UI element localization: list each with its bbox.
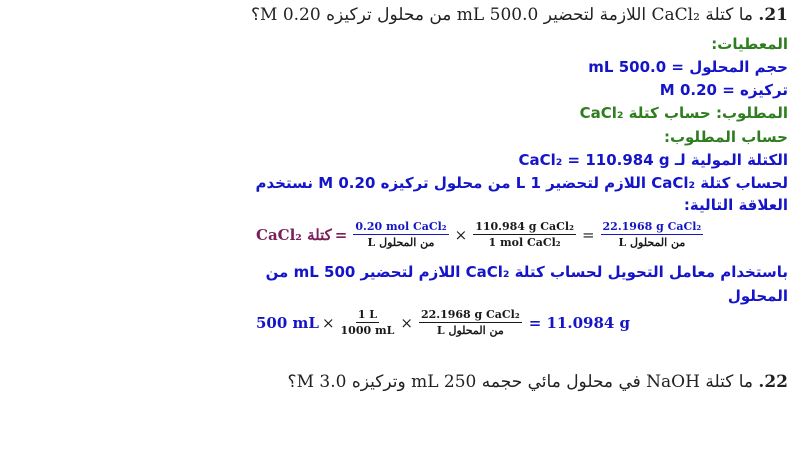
equation-2-fraction-2	[419, 308, 522, 337]
question-21	[251, 5, 788, 25]
explanation-2-line-1: باستخدام معامل التحويل لحساب كتلة CaCl₂ اللازم لتحضير 500 mL من	[265, 263, 788, 281]
fraction-denominator: L من المحلول	[436, 324, 504, 337]
calculation-heading: حساب المطلوب:	[663, 128, 788, 146]
equation-1-fraction-1	[353, 220, 448, 249]
fraction-denominator: L من المحلول	[618, 236, 686, 249]
question-22	[288, 372, 788, 392]
equation-1-equals-2: =	[581, 225, 595, 244]
explanation-1-line-1: لحساب كتلة CaCl₂ اللازم لتحضير 1 L من محلول تركيزه 0.20 M نستخدم	[255, 174, 788, 192]
given-volume: حجم المحلول = 500.0 mL	[588, 58, 788, 76]
question-21-text: ما كتلة CaCl₂ اللازمة لتحضير 500.0 mL من محلول تركيزه 0.20 M؟	[250, 5, 753, 25]
equation-1	[256, 220, 706, 249]
equation-2-times: ×	[321, 313, 335, 332]
explanation-2-line-2: المحلول	[727, 287, 788, 305]
equation-1-equals: =	[334, 225, 348, 244]
fraction-denominator: 1000 mL	[340, 324, 395, 337]
equation-2-fraction-1	[341, 308, 395, 337]
equation-2-start: 500 mL	[256, 313, 319, 332]
fraction-denominator: 1 mol CaCl₂	[488, 236, 561, 249]
equation-2-times-2: ×	[400, 313, 413, 332]
question-21-number: 21.	[758, 5, 788, 25]
equation-1-fraction-3	[601, 220, 704, 249]
fraction-numerator: 22.1968 g CaCl₂	[602, 220, 702, 233]
question-22-number: 22.	[758, 372, 788, 392]
equation-1-times: ×	[454, 225, 468, 244]
explanation-1-line-2: العلاقة التالية:	[683, 196, 788, 214]
equation-1-fraction-2	[473, 220, 576, 249]
molar-mass-line: الكتلة المولية لـ CaCl₂ = 110.984 g	[518, 151, 788, 169]
equation-1-lhs: كتلة CaCl₂	[256, 225, 332, 244]
fraction-numerator: 1 L	[357, 308, 378, 321]
equation-2-result: = 11.0984 g	[528, 313, 631, 332]
required-heading: المطلوب: حساب كتلة CaCl₂	[579, 104, 788, 122]
equation-2	[256, 308, 630, 337]
fraction-numerator: 22.1968 g CaCl₂	[420, 308, 520, 321]
fraction-denominator: L من المحلول	[367, 236, 435, 249]
question-22-text: ما كتلة NaOH في محلول مائي حجمه 250 mL وتركيزه 3.0 M؟	[287, 372, 753, 392]
fraction-numerator: 110.984 g CaCl₂	[475, 220, 574, 233]
given-heading: المعطيات:	[711, 35, 788, 53]
fraction-numerator: 0.20 mol CaCl₂	[355, 220, 447, 233]
given-concentration: تركيزه = 0.20 M	[659, 81, 788, 99]
